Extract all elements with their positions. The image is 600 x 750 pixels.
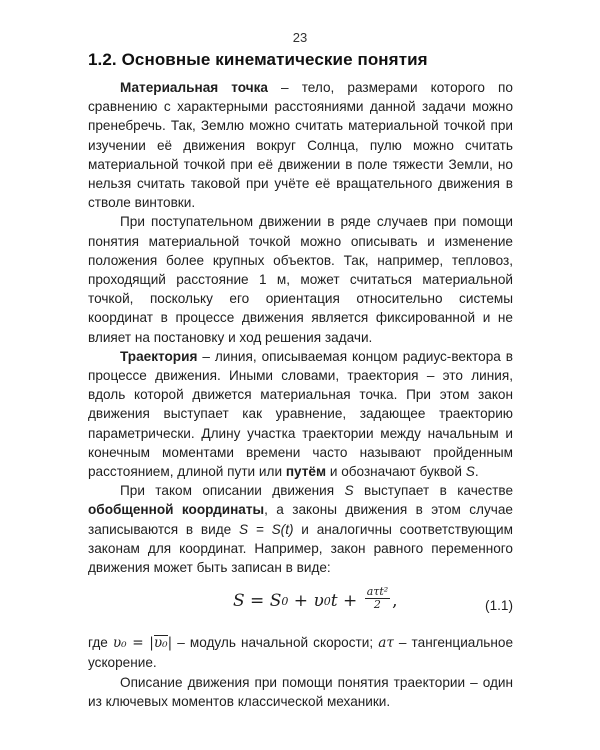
paragraph-text: . bbox=[474, 464, 479, 480]
paragraph-text: и аналогичны соответствующим законам для координат. Например, закон равного переменного движения может быть записан в виде: bbox=[88, 521, 513, 576]
formula-plus: + bbox=[288, 591, 314, 612]
paragraph-text: выступает в качестве bbox=[353, 483, 513, 499]
v0-abs-close: | bbox=[167, 635, 173, 652]
page-number: 23 bbox=[292, 30, 308, 45]
paragraph-translational-motion: При поступательном движении в ряде случаев при помощи понятия материальной точкой можно описывать и изменение положения более крупных объектов. Так, например, тепловоз, проходящий расстояние 1 м, может считаться материальной точкой, поскольку его ориентация относительно системы координат в процессе движения является фиксированной и не влияет на постановку и ход решения задачи. bbox=[88, 214, 513, 345]
formula-v0-subscript: 0 bbox=[323, 595, 331, 609]
v0-definition: υ₀ = | bbox=[112, 635, 154, 652]
formula-v0: υ bbox=[313, 591, 324, 612]
paragraph-generalized-coordinate bbox=[88, 481, 513, 577]
formula-t: t bbox=[330, 591, 338, 612]
fraction-denominator: 2 bbox=[373, 598, 381, 612]
paragraph-text: – модуль начальной скорости; bbox=[172, 635, 379, 651]
paragraph-text: – тело, размерами которого по сравнению с характерными расстояниями данной задачи можно пренебречь. Так, Землю можно считать материальной точкой при изучении её движения вокруг Солнца, пулю можно считать материальной точкой при её движении в поле тяжести Земли, но нельзя считать таковой при учёте её вращательного движения в стволе винтовки. bbox=[88, 80, 513, 211]
formula-equals: = bbox=[244, 591, 270, 612]
formula-plus: + bbox=[337, 591, 363, 612]
term-material-point: Материальная точка bbox=[120, 80, 268, 95]
formula-s0-subscript: 0 bbox=[281, 595, 289, 609]
formula-s0: S bbox=[269, 591, 282, 612]
paragraph-text: При таком описании движения bbox=[120, 483, 345, 499]
formula-lhs: S bbox=[233, 591, 245, 612]
formula bbox=[233, 585, 398, 614]
paragraph-trajectory-description: Описание движения при помощи понятия траектории – один из ключевых моментов классической механики. bbox=[88, 674, 513, 709]
a-tau-symbol: aτ bbox=[378, 635, 394, 652]
equation-1-1 bbox=[88, 579, 513, 631]
paragraph-text: – линия, описываемая концом радиус-вектора в процессе движения. Иными словами, траектория – это линия, вдоль которой движется материальная точка. При этом закон движения выступает как уравнение, задающее траекторию параметрически. Длину участка траектории между начальным и конечным моментами времени часто называют пройденным расстоянием, длиной пути или bbox=[88, 348, 513, 480]
symbol-s: S bbox=[344, 483, 354, 499]
paragraph-text: , а законы движения в этом случае записываются в виде bbox=[88, 502, 513, 537]
paragraph-trajectory bbox=[88, 347, 513, 481]
symbol-s-of-t: S = S(t) bbox=[239, 521, 294, 537]
formula-comma: , bbox=[392, 591, 398, 612]
term-generalized-coordinate: обобщенной координаты bbox=[88, 502, 265, 518]
formula-fraction bbox=[365, 586, 390, 611]
paragraph-text: и обозначают буквой bbox=[326, 464, 466, 480]
fraction-numerator: aτt² bbox=[366, 585, 389, 599]
term-path: путём bbox=[285, 464, 327, 480]
section-title: 1.2. Основные кинематические понятия bbox=[88, 50, 428, 69]
paragraph-material-point bbox=[88, 78, 513, 212]
symbol-s: S bbox=[465, 464, 475, 480]
paragraph-text: – тангенциальное ускорение. bbox=[88, 635, 514, 671]
paragraph-text: где bbox=[88, 635, 113, 651]
paragraph-where bbox=[88, 633, 513, 672]
equation-number: (1.1) bbox=[485, 598, 513, 614]
term-trajectory: Траектория bbox=[120, 348, 198, 364]
body-text bbox=[88, 78, 513, 711]
v0-vector: υ₀ bbox=[154, 634, 168, 653]
